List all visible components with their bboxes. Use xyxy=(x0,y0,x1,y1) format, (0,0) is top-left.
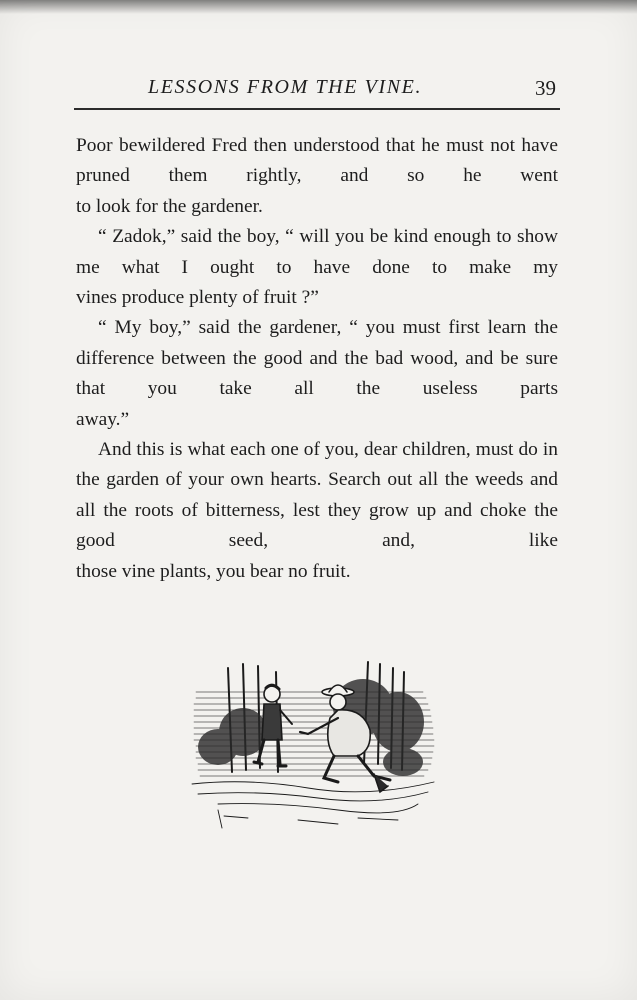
paragraph-2-end xyxy=(76,283,558,313)
vine-engraving-illustration xyxy=(188,652,446,840)
ground-lines xyxy=(192,782,434,828)
paragraph-1 xyxy=(76,131,558,192)
body-text xyxy=(76,131,558,587)
text-line: must not have pruned them rightly, and so he went xyxy=(76,135,558,187)
paragraph-2 xyxy=(76,222,558,283)
text-line: must do in the garden of your own hearts. Search xyxy=(76,439,558,491)
paragraph-3 xyxy=(76,313,558,404)
text-line: to look for the gardener. xyxy=(76,195,263,217)
text-line: “ My boy,” said the gardener, “ you must first xyxy=(98,317,480,339)
text-line: out all the weeds and all the roots of bitterness, lest xyxy=(76,469,558,521)
text-line: Poor bewildered Fred then understood that he xyxy=(76,135,440,156)
paragraph-3-end xyxy=(76,405,558,435)
text-line: those vine plants, you bear no fruit. xyxy=(76,560,351,582)
text-line: And this is what each one of you, dear children, xyxy=(98,439,471,461)
text-line: “ Zadok,” said the boy, “ will you be kind enough xyxy=(98,226,491,248)
page-top-shadow xyxy=(0,0,637,14)
text-line: learn the difference between the good and the bad xyxy=(76,317,558,369)
text-line: they grow up and choke the good seed, and, like xyxy=(76,499,558,552)
text-line: vines produce plenty of fruit ?” xyxy=(76,287,319,309)
header-rule xyxy=(74,108,560,110)
text-line: away.” xyxy=(76,408,130,430)
paragraph-1-end xyxy=(76,192,558,222)
text-line: wood, and be sure that you take all the useless parts xyxy=(76,347,558,400)
paragraph-4 xyxy=(76,435,558,557)
engraving-svg xyxy=(188,652,446,840)
paragraph-4-end xyxy=(76,557,558,587)
page-header xyxy=(74,72,560,112)
text-line: to show me what I ought to have done to make my xyxy=(76,226,559,278)
running-title: LESSONS FROM THE VINE. xyxy=(148,76,423,98)
page-number: 39 xyxy=(535,76,556,100)
